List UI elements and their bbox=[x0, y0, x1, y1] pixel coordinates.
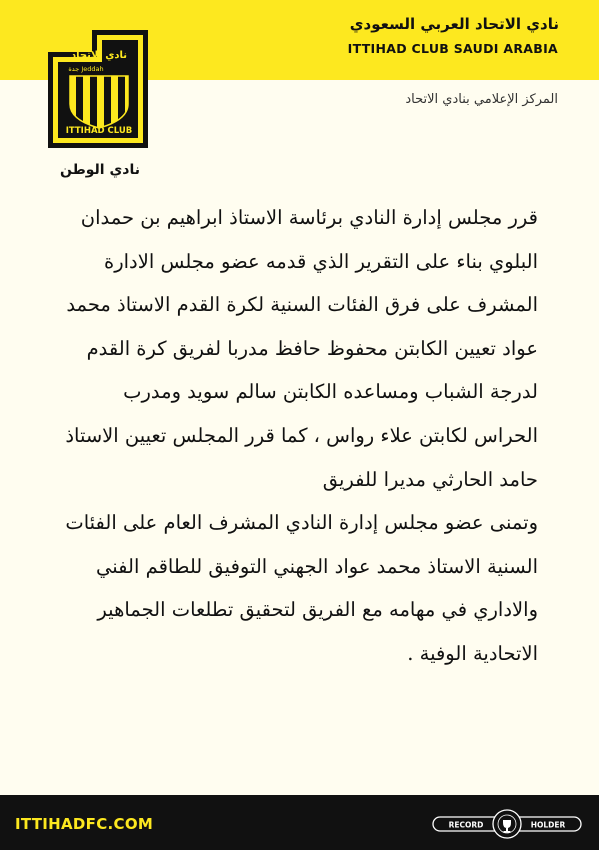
website-link[interactable]: ITTIHADFC.COM bbox=[15, 815, 154, 833]
logo-inner-city: جدة Jeddah bbox=[68, 65, 104, 73]
record-label: RECORD bbox=[448, 820, 484, 830]
logo-years: ١٣٤٦ ـ 1927 bbox=[83, 138, 115, 144]
guinness-world-records-icon bbox=[432, 809, 582, 839]
ittihad-club-logo bbox=[44, 24, 156, 154]
media-center-subtitle: المركز الإعلامي بنادي الاتحاد bbox=[405, 92, 558, 107]
holder-label: HOLDER bbox=[530, 820, 566, 830]
footer-band bbox=[0, 795, 599, 850]
logo-tagline: نادي الوطن bbox=[59, 162, 141, 178]
body-paragraph-2: وتمنى عضو مجلس إدارة النادي المشرف العام على الفئات السنية الاستاذ محمد عواد الجهني التوفيق للطاقم الفني والاداري في مهامه مع الفريق لتحقيق تطلعات الجماهير الاتحادية الوفية . bbox=[65, 511, 538, 665]
body-paragraph-1: قرر مجلس إدارة النادي برئاسة الاستاذ ابراهيم بن حمدان البلوي بناء على التقرير الذي قدمه عضو مجلس الادارة المشرف على فرق الفئات السنية لكرة القدم الاستاذ محمد عواد تعيين الكابتن محفوظ حافظ مدربا لفريق كرة القدم لدرجة الشباب ومساعده الكابتن سالم سويد ومدرب الحراس لكابتن علاء رواس ، كما قرر المجلس تعيين الاستاذ حامد الحارثي مديرا للفريق bbox=[65, 206, 538, 491]
logo-wordmark: ITTIHAD CLUB bbox=[65, 126, 133, 136]
club-name-arabic: نادي الاتحاد العربي السعودي bbox=[349, 15, 559, 33]
logo-inner-arabic: نادي الاتحاد bbox=[70, 50, 128, 61]
announcement-body bbox=[60, 196, 538, 676]
club-name-english: ITTIHAD CLUB SAUDI ARABIA bbox=[347, 41, 558, 56]
